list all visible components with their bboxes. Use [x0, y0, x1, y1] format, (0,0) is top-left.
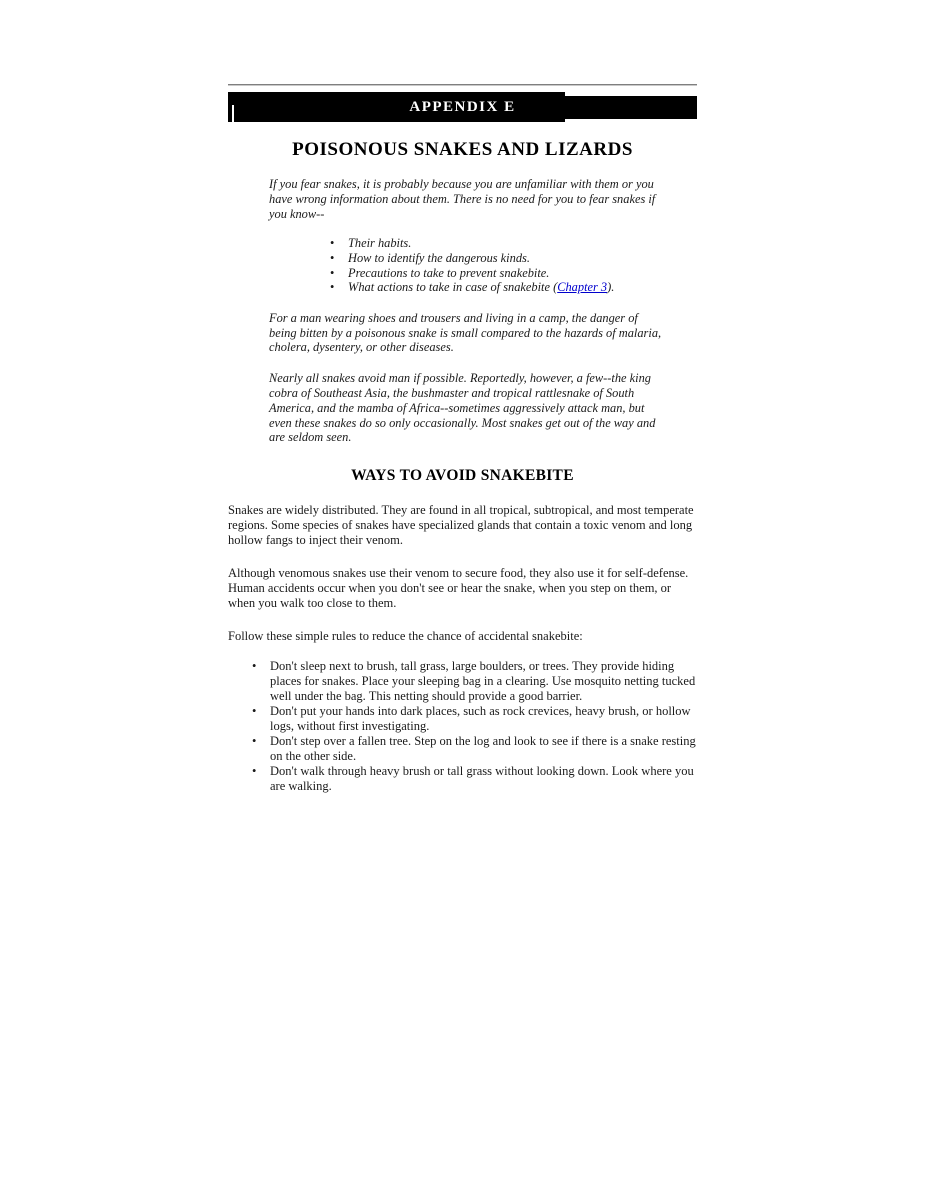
- list-item: [348, 251, 697, 266]
- intro-bullet-list: [348, 236, 697, 294]
- section-paragraph-1: Snakes are widely distributed. They are found in all tropical, subtropical, and most temperate regions. Some species of snakes have specialized glands that contain a toxic venom and long hollow fangs to inject their venom.: [228, 503, 694, 548]
- list-item: [348, 266, 697, 281]
- horizontal-rule: [228, 84, 697, 86]
- intro-paragraph-3: Nearly all snakes avoid man if possible. Reportedly, however, a few--the king cobra of Southeast Asia, the bushmaster and tropical rattlesnake of South America, and the mamba of Africa--sometimes aggressively attack man, but even these snakes do so only occasionally. Most snakes get out of the way and are seldom seen.: [269, 371, 656, 445]
- section-paragraph-2: Although venomous snakes use their venom to secure food, they also use it for self-defense. Human accidents occur when you don't see or hear the snake, when you step on them, or when you walk too close to them.: [228, 566, 689, 611]
- list-item-text: What actions to take in case of snakebite (: [348, 280, 558, 295]
- intro-paragraph-2: For a man wearing shoes and trousers and living in a camp, the danger of being bitten by a poisonous snake is small compared to the hazards of malaria, cholera, dysentery, or other diseases.: [269, 310, 662, 355]
- rule-item: • Don't walk through heavy brush or tall grass without looking down. Look where you are walking.: [270, 764, 697, 794]
- chapter-3-link[interactable]: Chapter 3: [557, 280, 608, 295]
- document-page: [228, 84, 697, 794]
- list-item-text: How to identify the dangerous kinds.: [348, 250, 530, 265]
- rules-bullet-list: [270, 659, 697, 794]
- rule-item: • Don't put your hands into dark places, such as rock crevices, heavy brush, or hollow logs, without first investigating.: [270, 704, 697, 734]
- rule-item: • Don't step over a fallen tree. Step on the log and look to see if there is a snake resting on the other side.: [270, 734, 697, 764]
- appendix-label: APPENDIX E: [409, 99, 516, 115]
- list-item: [348, 236, 697, 251]
- rule-item: • Don't sleep next to brush, tall grass, large boulders, or trees. They provide hiding places for snakes. Place your sleeping bag in a clearing. Use mosquito netting tucked well under the bag. This netting should provide a good barrier.: [270, 659, 697, 704]
- list-item-text: ).: [607, 280, 615, 295]
- section-heading: WAYS TO AVOID SNAKEBITE: [351, 467, 574, 485]
- list-item-text: Precautions to take to prevent snakebite.: [348, 265, 550, 280]
- appendix-banner: [228, 92, 697, 122]
- list-item: [348, 280, 697, 295]
- page-title: POISONOUS SNAKES AND LIZARDS: [292, 139, 633, 160]
- section-paragraph-3: Follow these simple rules to reduce the chance of accidental snakebite:: [228, 629, 583, 644]
- list-item-text: Their habits.: [348, 236, 412, 251]
- banner-notch: [232, 105, 234, 122]
- intro-paragraph-1: If you fear snakes, it is probably because you are unfamiliar with them or you have wrong information about them. There is no need for you to fear snakes if you know--: [269, 177, 656, 221]
